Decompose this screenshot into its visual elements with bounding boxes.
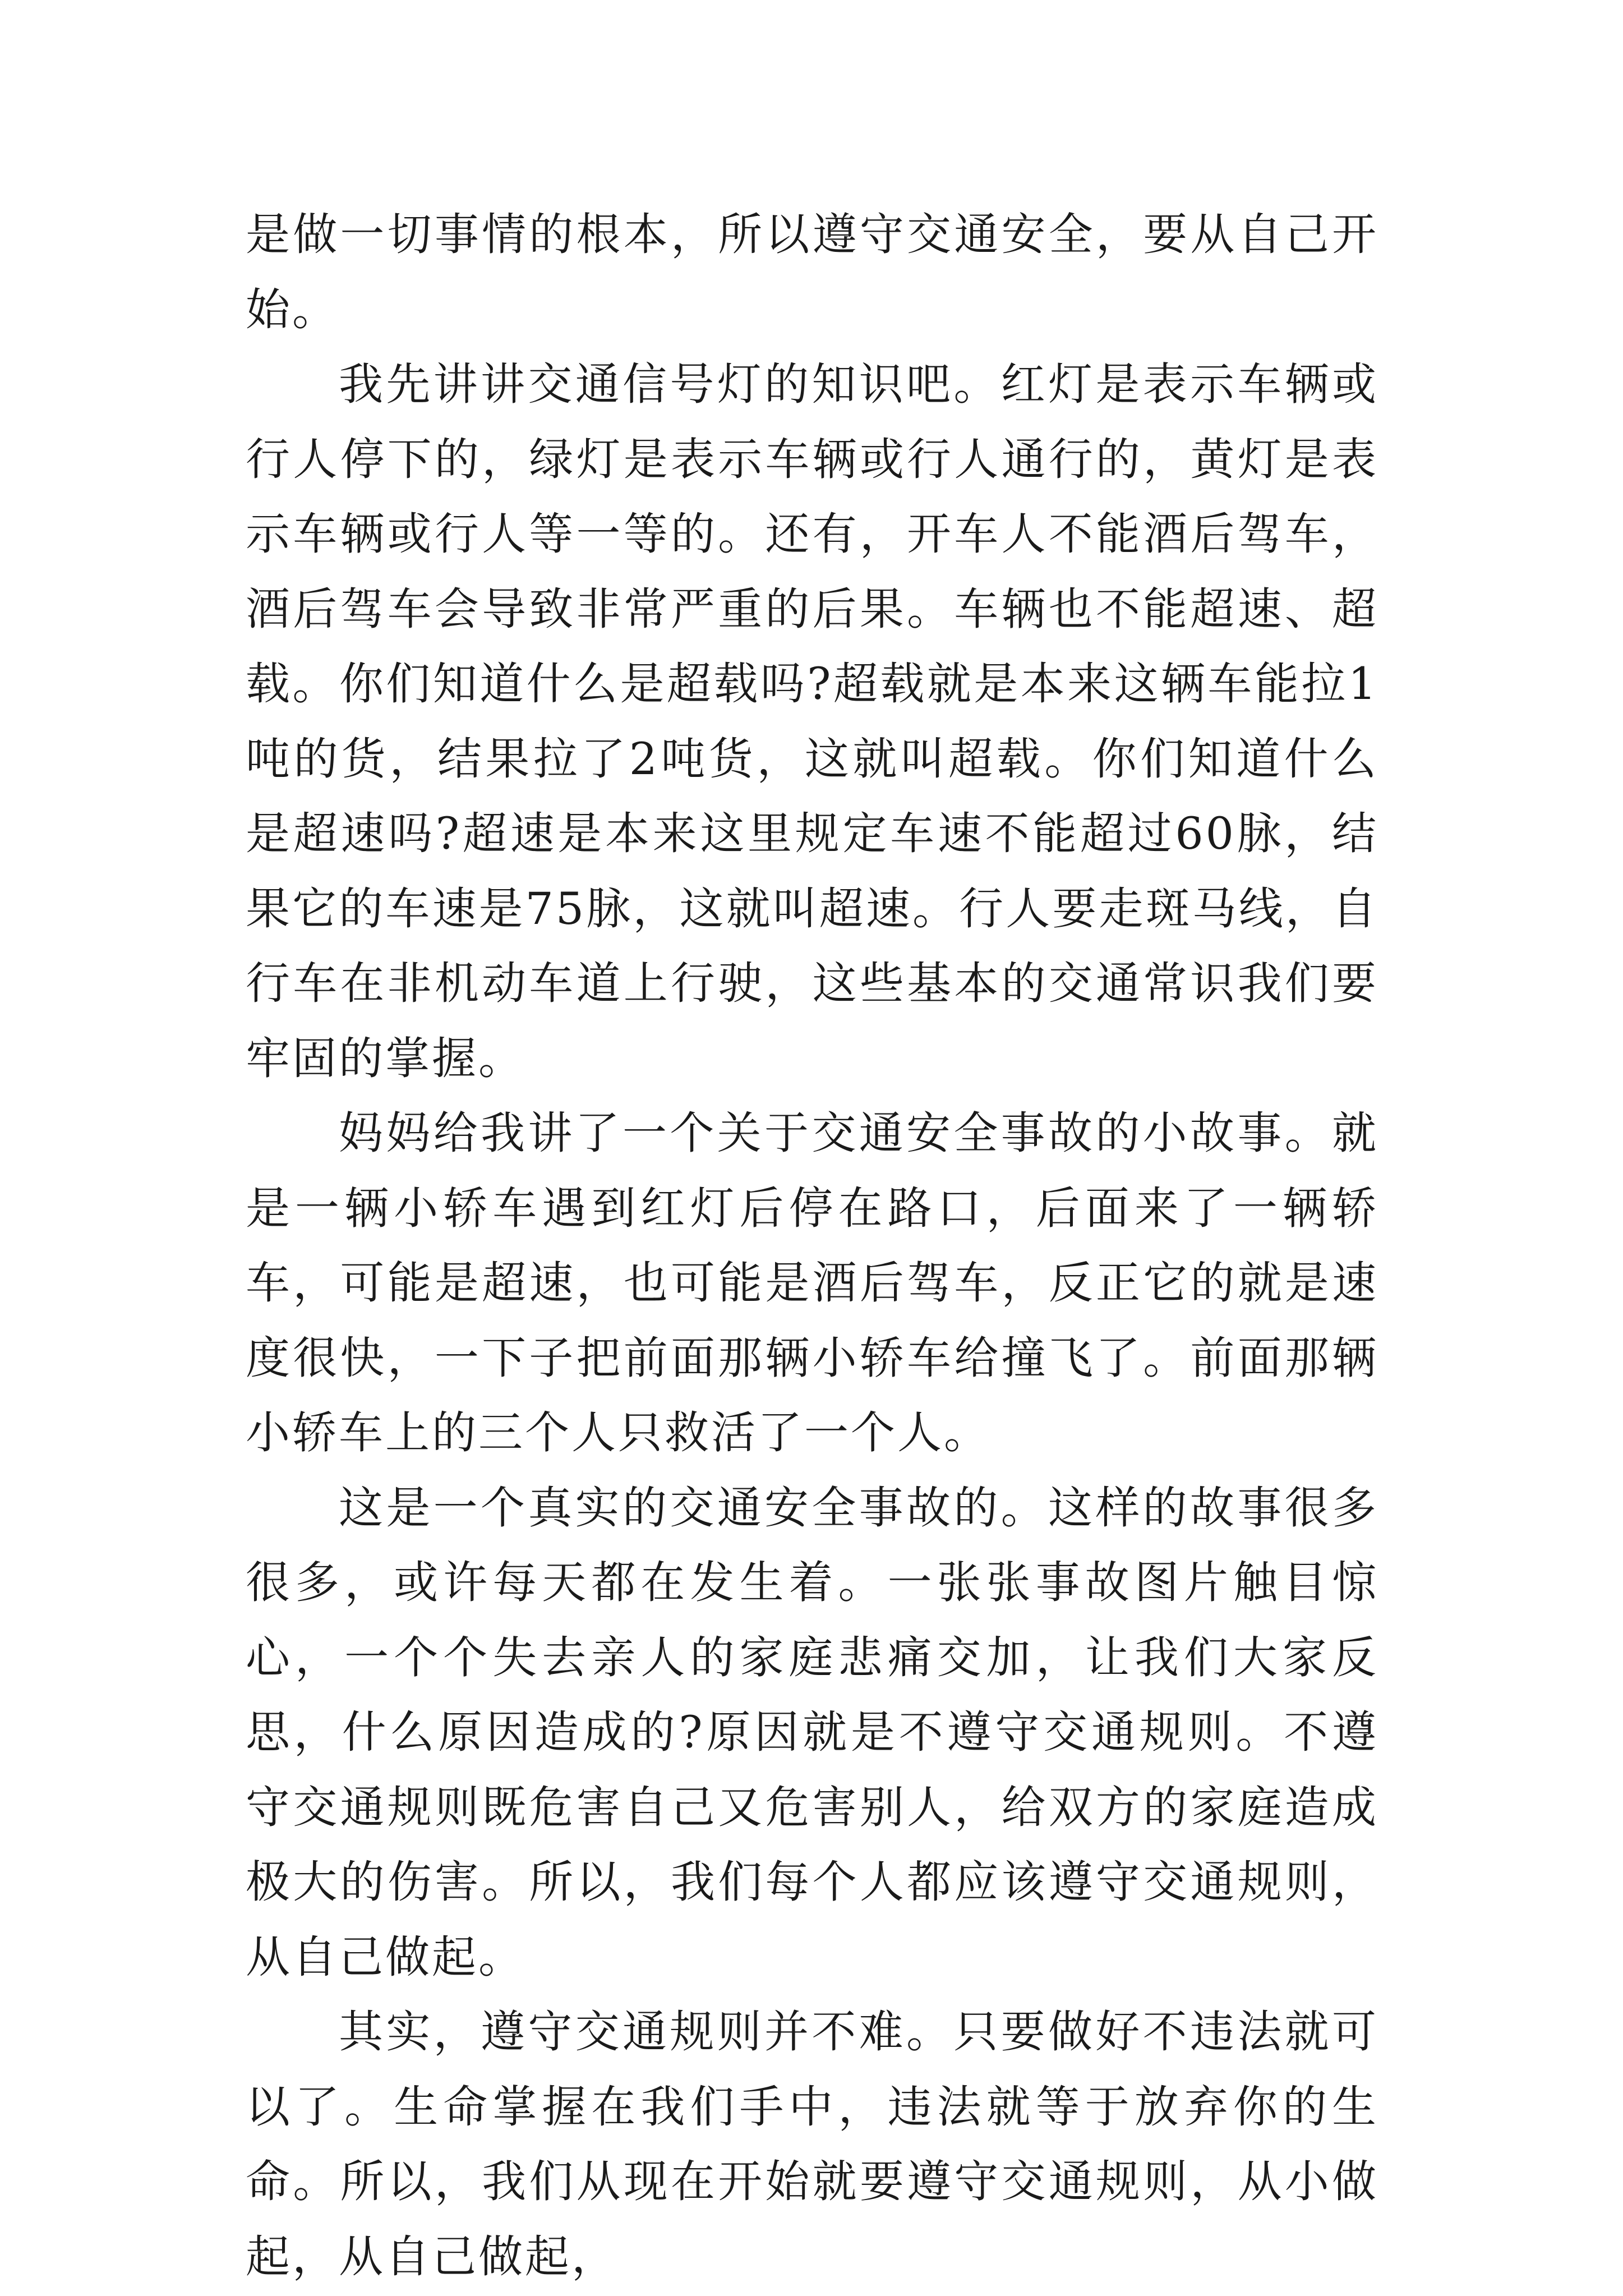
paragraph-continued: 是做一切事情的根本，所以遵守交通安全，要从自己开始。 (246, 209, 1378, 335)
paragraph-accident-story: 妈妈给我讲了一个关于交通安全事故的小故事。就是一辆小轿车遇到红灯后停在路口，后面来了一辆轿车，可能是超速，也可能是酒后驾车，反正它的就是速度很快，一下子把前面那辆小轿车给撞飞了。前面那辆小轿车上的三个人只救活了一个人。 (246, 1107, 1378, 1458)
body-text (246, 197, 1378, 2294)
paragraph-reflection: 这是一个真实的交通安全事故的。这样的故事很多很多，或许每天都在发生着。一张张事故图片触目惊心，一个个失去亲人的家庭悲痛交加，让我们大家反思，什么原因造成的?原因就是不遵守交通规则。不遵守交通规则既危害自己又危害别人，给双方的家庭造成极大的伤害。所以，我们每个人都应该遵守交通规则，从自己做起。 (246, 1481, 1378, 1983)
paragraph-conclusion: 其实，遵守交通规则并不难。只要做好不违法就可以了。生命掌握在我们手中，违法就等于放弃你的生命。所以，我们从现在开始就要遵守交通规则，从小做起，从自己做起， (246, 2006, 1378, 2283)
paragraph-traffic-lights: 我先讲讲交通信号灯的知识吧。红灯是表示车辆或行人停下的，绿灯是表示车辆或行人通行的，黄灯是表示车辆或行人等一等的。还有，开车人不能酒后驾车，酒后驾车会导致非常严重的后果。车辆也不能超速、超载。你们知道什么是超载吗?超载就是本来这辆车能拉1吨的货，结果拉了2吨货，这就叫超载。你们知道什么是超速吗?超速是本来这里规定车速不能超过60脉，结果它的车速是75脉，这就叫超速。行人要走斑马线，自行车在非机动车道上行驶，这些基本的交通常识我们要牢固的掌握。 (246, 358, 1378, 1084)
